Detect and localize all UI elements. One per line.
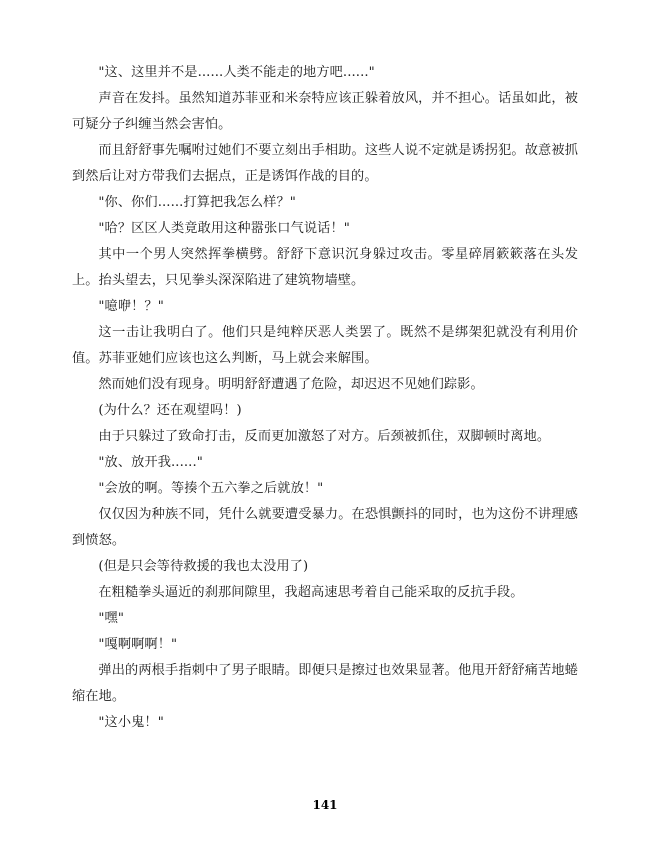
page-body (72, 60, 578, 736)
paragraph: 在粗糙拳头逼近的刹那间隙里，我超高速思考着自己能采取的反抗手段。 (98, 585, 524, 600)
paragraph: "哈？区区人类竟敢用这种嚣张口气说话！" (98, 221, 350, 236)
paragraph: "嘿" (98, 611, 125, 626)
page-number: 141 (312, 798, 338, 812)
paragraph: "你、你们......打算把我怎么样？" (98, 195, 296, 210)
paragraph: 而且舒舒事先嘱咐过她们不要立刻出手相助。这些人说不定就是诱拐犯。故意被抓到然后让对方带我们去据点，正是诱饵作战的目的。 (72, 143, 578, 184)
paragraph: 由于只躲过了致命打击，反而更加激怒了对方。后颈被抓住，双脚顿时离地。 (98, 429, 551, 444)
paragraph: "噫咿！？" (98, 299, 164, 314)
paragraph: "放、放开我......" (98, 455, 203, 470)
paragraph: 弹出的两根手指刺中了男子眼睛。即便只是擦过也效果显著。他甩开舒舒痛苦地蜷缩在地。 (72, 663, 578, 704)
paragraph: 这一击让我明白了。他们只是纯粹厌恶人类罢了。既然不是绑架犯就没有利用价值。苏菲亚她们应该也这么判断，马上就会来解围。 (72, 325, 578, 366)
paragraph: "这小鬼！" (98, 715, 164, 730)
paragraph: (但是只会等待救援的我也太没用了) (98, 559, 309, 574)
paragraph: "这、这里并不是......人类不能走的地方吧......" (98, 65, 375, 80)
paragraph: (为什么？还在观望吗！) (98, 403, 242, 418)
paragraph: "嘎啊啊啊！" (98, 637, 178, 652)
paragraph: 声音在发抖。虽然知道苏菲亚和米奈特应该正躲着放风，并不担心。话虽如此，被可疑分子纠缠当然会害怕。 (72, 91, 578, 132)
paragraph: "会放的啊。等揍个五六拳之后就放！" (98, 481, 324, 496)
paragraph: 然而她们没有现身。明明舒舒遭遇了危险，却迟迟不见她们踪影。 (98, 377, 484, 392)
paragraph: 仅仅因为种族不同，凭什么就要遭受暴力。在恐惧颤抖的同时，也为这份不讲理感到愤怒。 (72, 507, 578, 548)
paragraph: 其中一个男人突然挥拳横劈。舒舒下意识沉身躲过攻击。零星碎屑簌簌落在头发上。抬头望去，只见拳头深深陷进了建筑物墙壁。 (72, 247, 578, 288)
